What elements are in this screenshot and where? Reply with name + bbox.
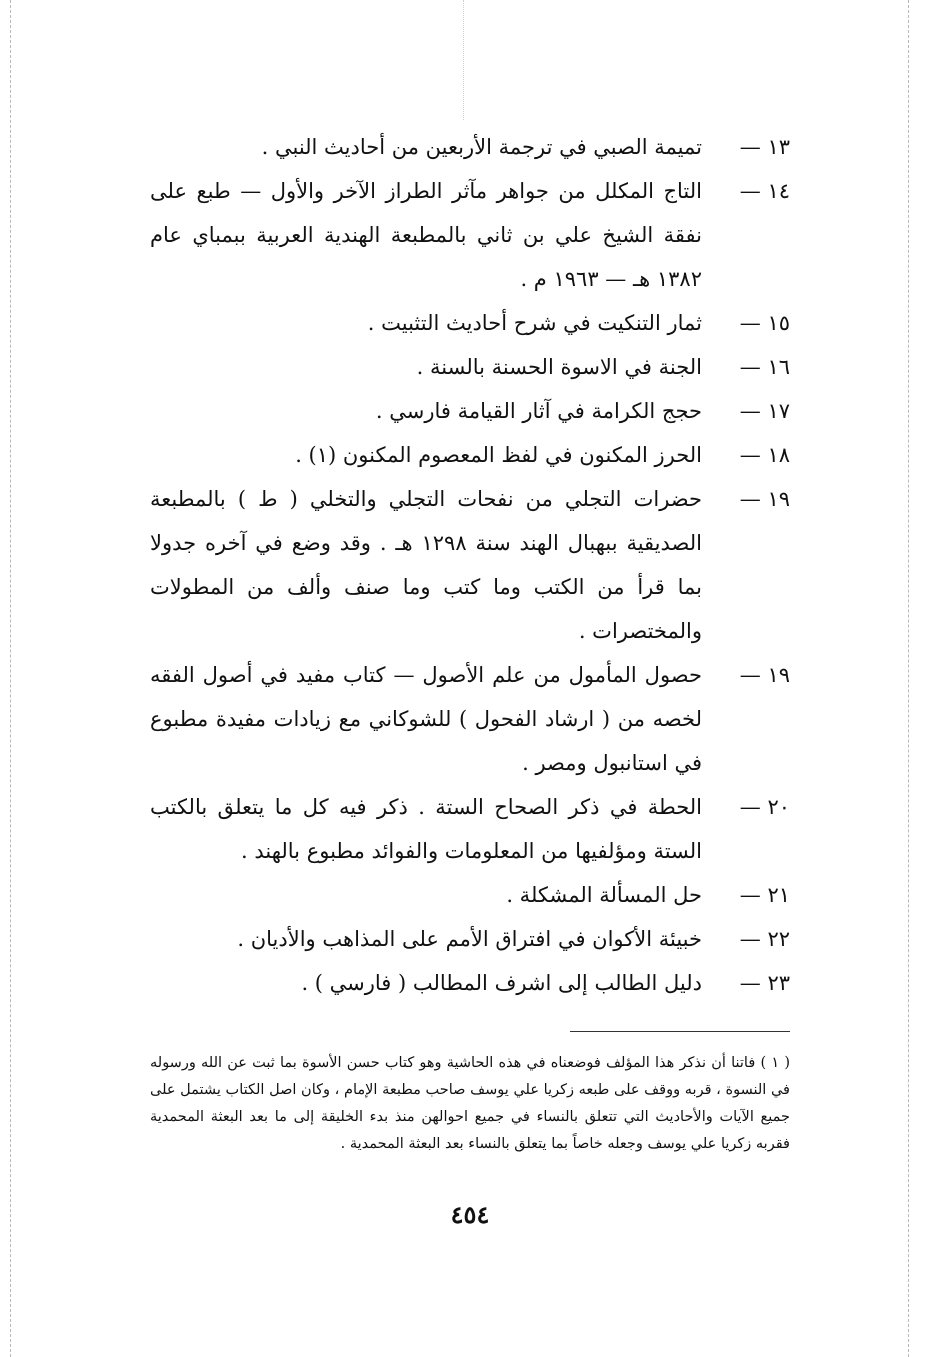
- entry-number: ١٦ —: [739, 355, 790, 379]
- scan-fold-mark: [463, 0, 464, 120]
- entry-number: ١٩ —: [739, 663, 790, 687]
- entry-number: ١٧ —: [739, 399, 790, 423]
- list-item: [150, 961, 790, 1005]
- list-item: [150, 873, 790, 917]
- entry-text: خبيئة الأكوان في افتراق الأمم على المذاهب والأديان .: [237, 927, 702, 951]
- page-body: [150, 125, 790, 1229]
- list-item: [150, 477, 790, 653]
- entry-number: ٢٣ —: [739, 971, 790, 995]
- list-item: [150, 301, 790, 345]
- entry-number: ٢٠ —: [739, 795, 790, 819]
- list-item: [150, 345, 790, 389]
- entry-text: ثمار التنكيت في شرح أحاديث التثبيت .: [367, 311, 702, 335]
- entry-text: حجج الكرامة في آثار القيامة فارسي .: [375, 399, 702, 423]
- list-item: [150, 169, 790, 301]
- entry-text: الحطة في ذكر الصحاح الستة . ذكر فيه كل ما يتعلق بالكتب الستة ومؤلفيها من المعلومات والفوائد مطبوع بالهند .: [150, 795, 702, 863]
- entry-number: ٢١ —: [739, 883, 790, 907]
- entry-text: حضرات التجلي من نفحات التجلي والتخلي ( ط ) بالمطبعة الصديقية ببهبال الهند سنة ١٢٩٨ هـ . وقد وضع في آخره جدولا بما قرأ من الكتب وما كتب وما صنف وألف من المطولات والمختصرات .: [150, 487, 702, 643]
- page-number: ٤٥٤: [450, 1200, 490, 1229]
- entry-text: حل المسألة المشكلة .: [506, 883, 702, 907]
- entry-text: التاج المكلل من جواهر مآثر الطراز الآخر والأول — طبع على نفقة الشيخ علي بن ثاني بالمطبعة الهندية العربية ببمباي عام ١٣٨٢ هـ — ١٩٦٣ م .: [150, 179, 702, 291]
- footnote: ( ١ ) فاتنا أن نذكر هذا المؤلف فوضعناه في هذه الحاشية وهو كتاب حسن الأسوة بما ثبت عن الله ورسوله في النسوة ، قربه ووقف على طبعه زكريا علي يوسف صاحب مطبعة الإمام ، وكان اصل الكتاب يشتمل على جميع الآيات والأحاديث التي تتعلق بالنساء في جميع احوالهن منذ بدء الخليقة إلى ما بعد البعثة المحمدية فقربه زكريا علي يوسف وجعله خاصاً بما يتعلق بالنساء بعد البعثة المحمدية .: [150, 1055, 790, 1152]
- entry-text: دليل الطالب إلى اشرف المطالب ( فارسي ) .: [301, 971, 702, 995]
- entry-number: ٢٢ —: [739, 927, 790, 951]
- entry-text: الجنة في الاسوة الحسنة بالسنة .: [416, 355, 702, 379]
- entry-number: ١٨ —: [739, 443, 790, 467]
- entry-number: ١٣ —: [739, 135, 790, 159]
- bibliography-list: [150, 125, 790, 1005]
- entry-number: ١٩ —: [739, 487, 790, 511]
- list-item: [150, 433, 790, 477]
- entry-text: حصول المأمول من علم الأصول — كتاب مفيد في أصول الفقه لخصه من ( ارشاد الفحول ) للشوكاني مع زيادات مفيدة مطبوع في استانبول ومصر .: [150, 663, 702, 775]
- scan-edge-left: [10, 0, 11, 1357]
- entry-text: الحرز المكنون في لفظ المعصوم المكنون (١) .: [295, 443, 702, 467]
- footnote-divider: [570, 1031, 790, 1032]
- entry-text: تميمة الصبي في ترجمة الأربعين من أحاديث النبي .: [261, 135, 702, 159]
- entry-number: ١٤ —: [739, 179, 790, 203]
- list-item: [150, 653, 790, 785]
- scan-edge-right: [908, 0, 909, 1357]
- list-item: [150, 917, 790, 961]
- list-item: [150, 125, 790, 169]
- list-item: [150, 389, 790, 433]
- list-item: [150, 785, 790, 873]
- entry-number: ١٥ —: [739, 311, 790, 335]
